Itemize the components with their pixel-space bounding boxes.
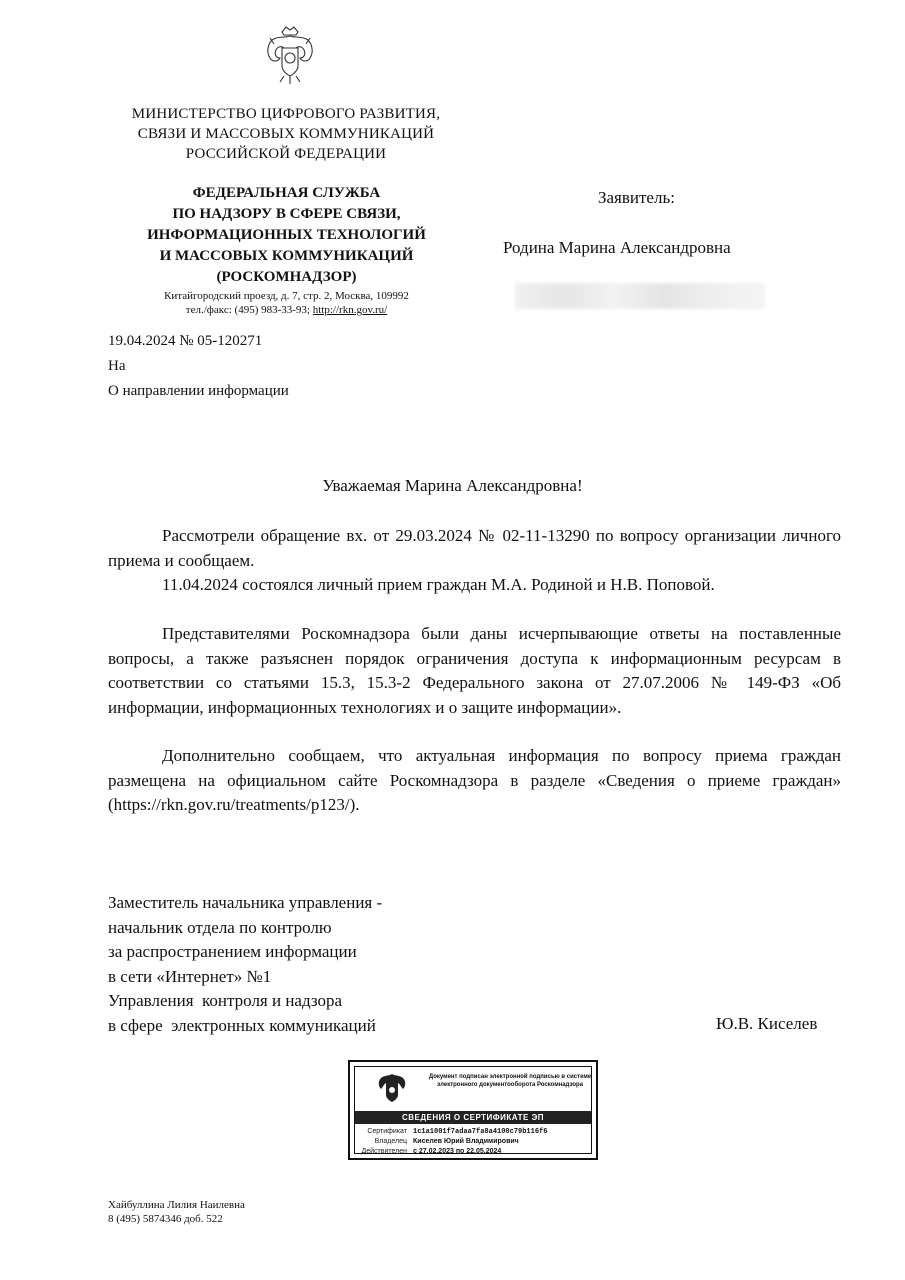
phone-fax: тел./факс: (495) 983-33-93; — [185, 304, 310, 316]
ministry-line: РОССИЙСКОЙ ФЕДЕРАЦИИ — [185, 146, 387, 162]
service-line: (РОСКОМНАДЗОР) — [216, 269, 357, 285]
coat-of-arms-icon — [262, 24, 318, 86]
contact-line — [108, 303, 465, 317]
sender-address — [108, 289, 465, 317]
certificate-title: СВЕДЕНИЯ О СЕРТИФИКАТЕ ЭП — [355, 1111, 591, 1124]
redacted-address — [515, 283, 765, 309]
certificate-row — [355, 1137, 591, 1147]
document-subject: О направлении информации — [108, 383, 289, 399]
stamp-note: Документ подписан электронной подписью в системе электронного документооборота Роскомнадзора — [428, 1074, 592, 1088]
ministry-line: СВЯЗИ И МАССОВЫХ КОММУНИКАЦИЙ — [137, 126, 435, 142]
signatory-position: Заместитель начальника управления - начальник отдела по контролю за распространением информации в сети «Интернет» №1 Управления контроля и надзора в сфере электронных коммуникаций — [108, 893, 383, 1035]
stamp-frame — [354, 1066, 592, 1154]
certificate-value: с 27.02.2023 по 22.05.2024 — [413, 1148, 502, 1155]
certificate-row — [355, 1147, 591, 1157]
certificate-value: Киселев Юрий Владимирович — [413, 1138, 519, 1145]
certificate-value: 1c1a1001f7adaa7fa8a4100c79b116f6 — [413, 1128, 548, 1136]
body-paragraph: Представителями Роскомнадзора были даны исчерпывающие ответы на поставленные вопросы, а также разъяснен порядок ограничения доступа к информационным ресурсам в соответствии со статьями 15.3, 15.3-2 Федерального закона от 27.07.2006 № 149-ФЗ «Об информации, информационных технологиях и о защите информации». — [108, 624, 841, 717]
ministry-line: МИНИСТЕРСТВО ЦИФРОВОГО РАЗВИТИЯ, — [131, 106, 441, 122]
document-date-number: 19.04.2024 № 05-120271 — [108, 333, 263, 349]
service-line: ФЕДЕРАЛЬНАЯ СЛУЖБА — [192, 185, 381, 201]
body-paragraph: Рассмотрели обращение вх. от 29.03.2024 № 02-11-13290 по вопросу организации личного приема и сообщаем. — [108, 526, 841, 570]
service-name — [108, 183, 465, 288]
service-line: И МАССОВЫХ КОММУНИКАЦИЙ — [159, 248, 414, 264]
body-paragraph: Дополнительно сообщаем, что актуальная информация по вопросу приема граждан размещена на официальном сайте Роскомнадзора в разделе «Сведения о приеме граждан» (https://rkn.gov.ru/treatments/p123/). — [108, 746, 841, 814]
executor-name: Хайбуллина Лилия Наилевна — [108, 1199, 245, 1211]
ministry-name — [100, 104, 472, 164]
certificate-key: Действителен — [361, 1148, 407, 1155]
body-paragraph: 11.04.2024 состоялся личный прием граждан М.А. Родиной и Н.В. Поповой. — [162, 575, 715, 594]
e-signature-stamp — [348, 1060, 598, 1160]
document-reference-label: На — [108, 358, 126, 374]
website-link[interactable]: http://rkn.gov.ru/ — [312, 304, 388, 316]
applicant-label: Заявитель: — [598, 188, 675, 207]
stamp-emblem-icon — [375, 1071, 409, 1105]
service-line: ИНФОРМАЦИОННЫХ ТЕХНОЛОГИЙ — [147, 227, 426, 243]
certificate-key: Сертификат — [367, 1128, 407, 1135]
signatory-name: Ю.В. Киселев — [716, 1014, 818, 1033]
certificate-key: Владелец — [374, 1138, 407, 1145]
certificate-row — [355, 1127, 591, 1137]
service-line: ПО НАДЗОРУ В СФЕРЕ СВЯЗИ, — [172, 206, 401, 222]
salutation: Уважаемая Марина Александровна! — [322, 476, 583, 495]
address-line: Китайгородский проезд, д. 7, стр. 2, Москва, 109992 — [164, 290, 409, 302]
executor-phone: 8 (495) 5874346 доб. 522 — [108, 1213, 223, 1225]
applicant-name: Родина Марина Александровна — [503, 238, 731, 257]
